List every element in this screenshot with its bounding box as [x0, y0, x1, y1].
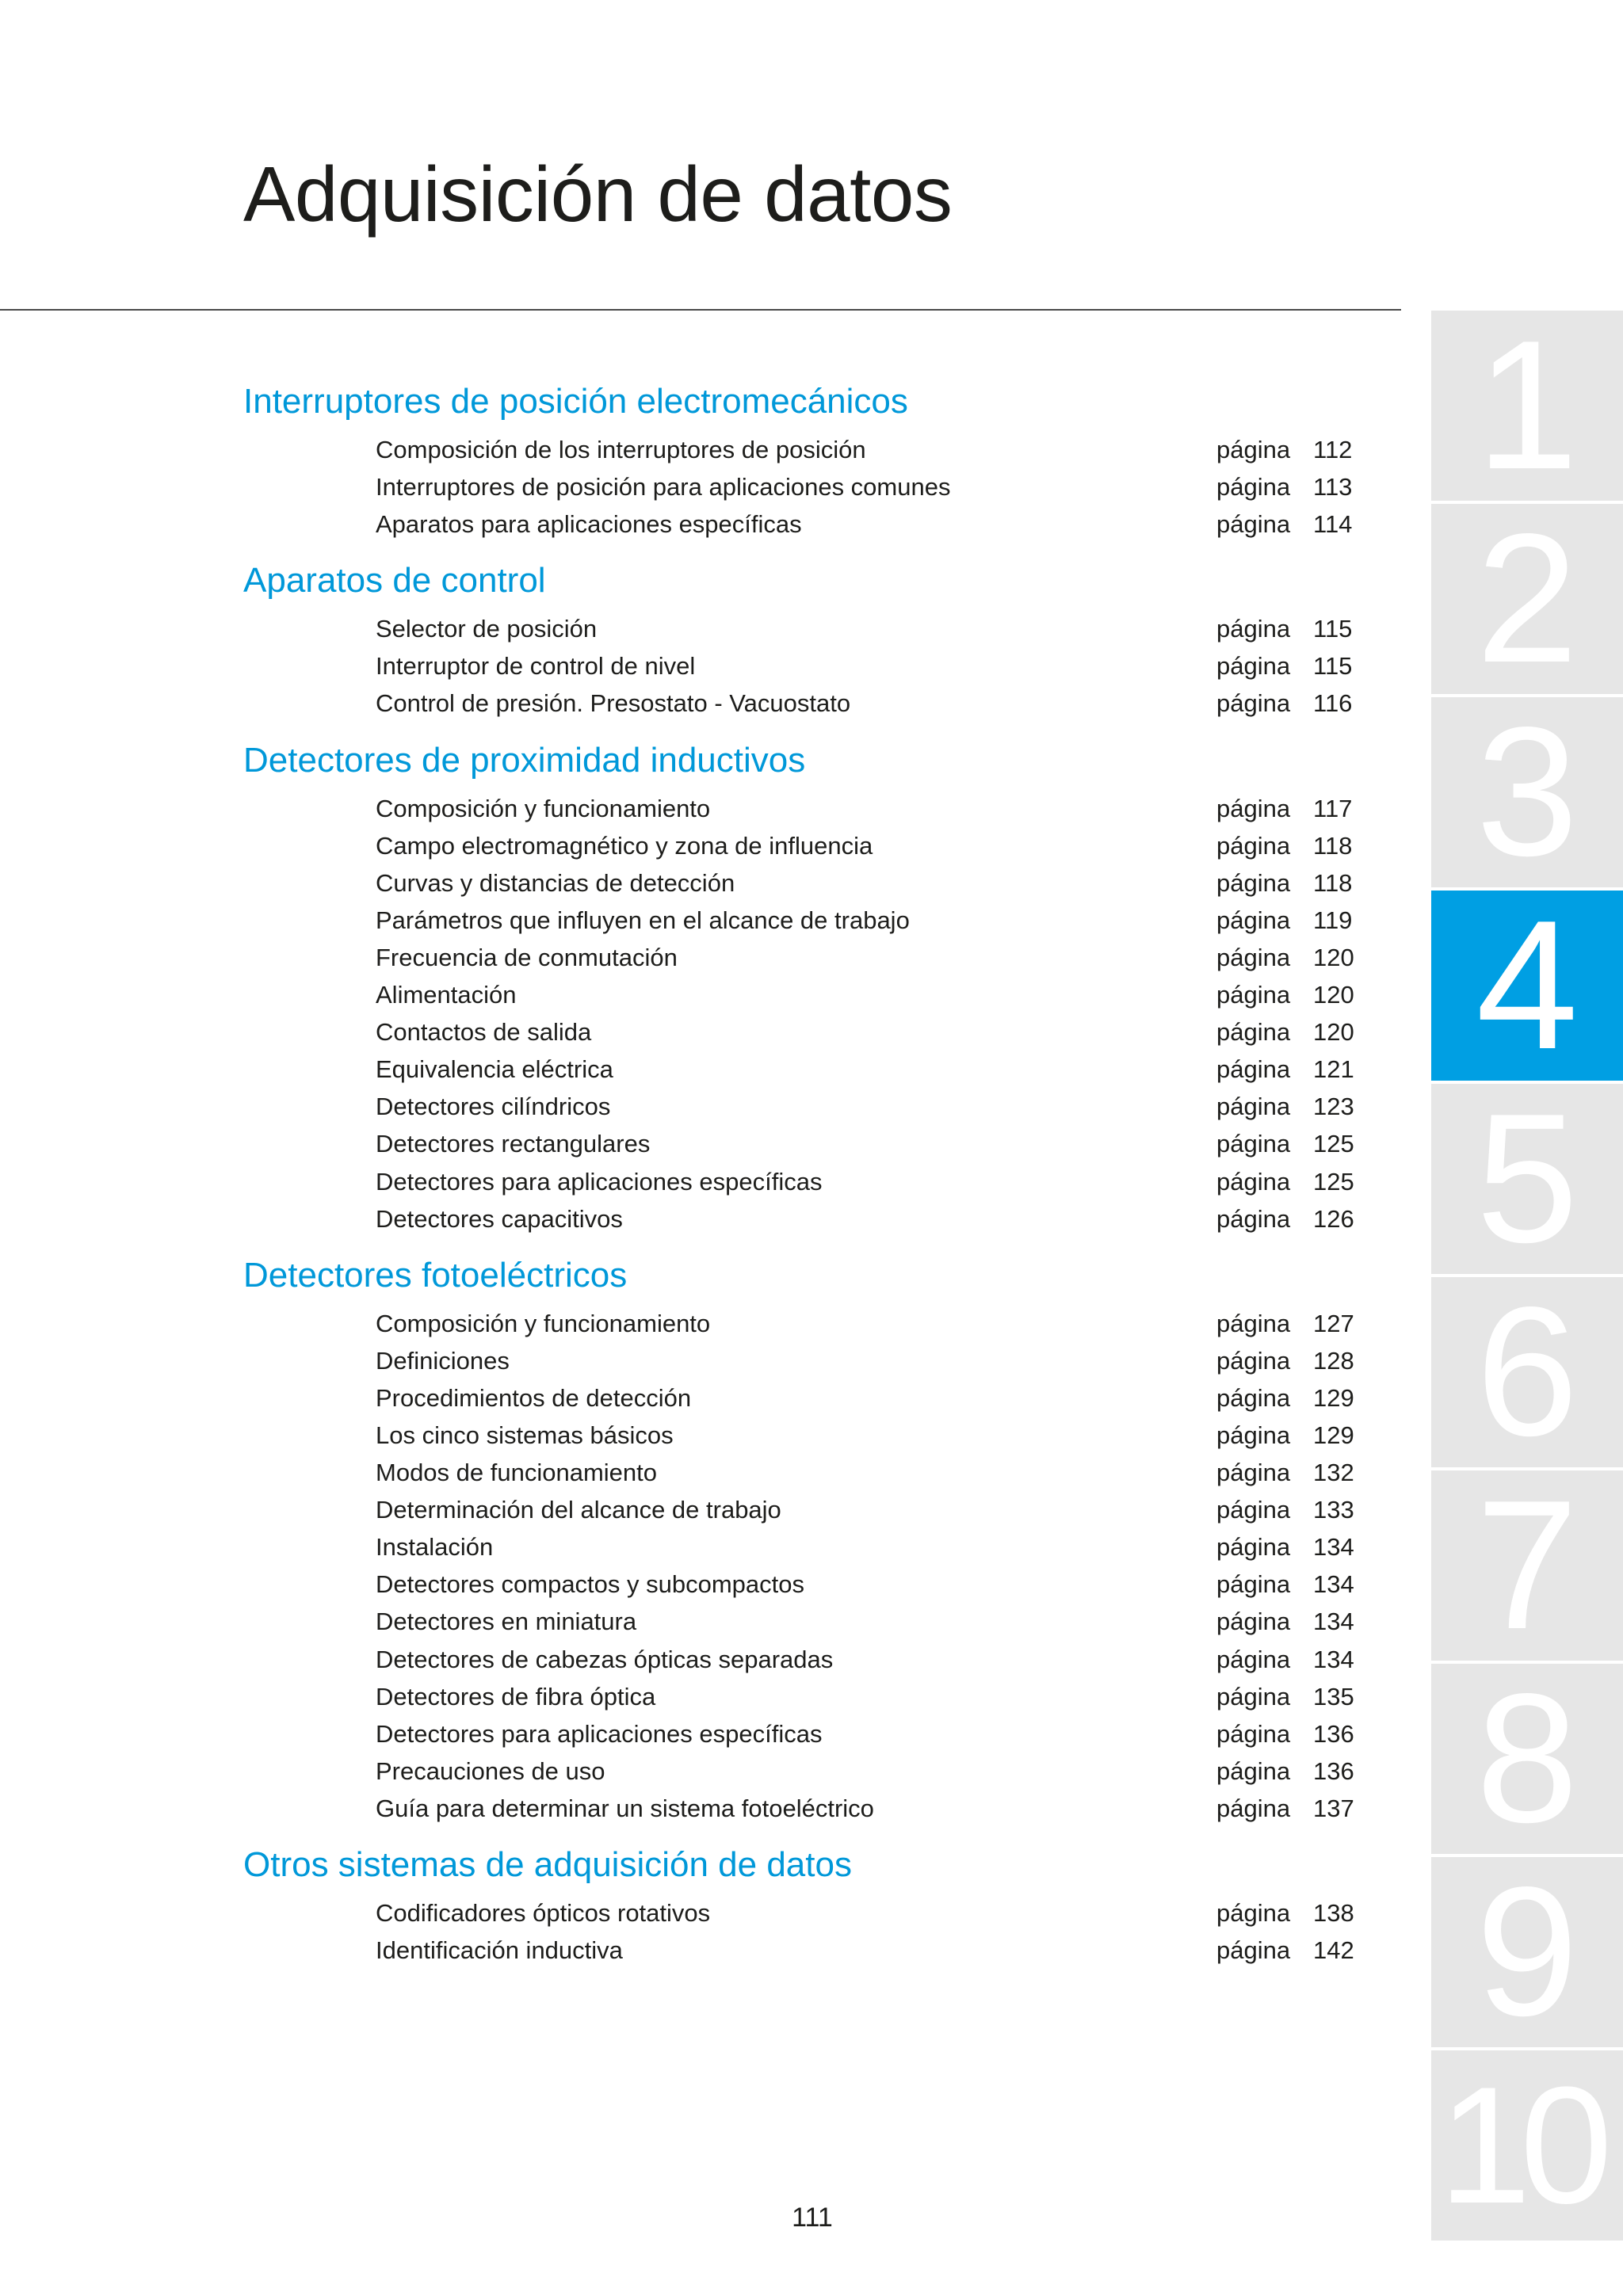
toc-entry-page-word: página: [1216, 1899, 1291, 1927]
toc-entry[interactable]: [243, 1491, 1369, 1528]
toc-entry[interactable]: [243, 1417, 1369, 1454]
toc-entry-page-word: página: [1216, 1682, 1291, 1711]
chapter-tab-10[interactable]: 10: [1431, 2050, 1623, 2241]
toc-entry-label: Equivalencia eléctrica: [376, 1055, 613, 1084]
toc-entry-label: Interruptores de posición para aplicaciones comunes: [376, 473, 951, 502]
toc-entry-page-word: página: [1216, 1204, 1291, 1233]
toc-entry-label: Guía para determinar un sistema fotoeléctrico: [376, 1794, 874, 1822]
toc-entry-page-number: 128: [1313, 1346, 1354, 1375]
toc-entry-page-word: página: [1216, 1719, 1291, 1748]
toc-entry-page-word: página: [1216, 868, 1291, 897]
toc-entry-label: Precauciones de uso: [376, 1756, 605, 1785]
toc-entry[interactable]: [243, 1200, 1369, 1238]
toc-entry-page-number: 120: [1313, 943, 1354, 971]
toc-entry-page-number: 137: [1313, 1794, 1354, 1822]
toc-entry-page-number: 112: [1313, 436, 1353, 463]
toc-entry-label: Definiciones: [376, 1346, 510, 1375]
toc-entry-label: Composición y funcionamiento: [376, 794, 711, 822]
section-heading[interactable]: Detectores fotoeléctricos: [243, 1255, 628, 1295]
toc-entry-page-number: 118: [1313, 831, 1353, 860]
toc-entry-label: Los cinco sistemas básicos: [376, 1421, 674, 1449]
toc-entry-page-word: página: [1216, 1346, 1291, 1375]
toc-entry-label: Procedimientos de detección: [376, 1383, 692, 1412]
toc-entry-page-word: página: [1216, 689, 1291, 718]
toc-entry-page-word: página: [1216, 1570, 1291, 1599]
toc-entry-page-number: 136: [1313, 1756, 1354, 1785]
toc-entry-label: Identificación inductiva: [376, 1936, 623, 1965]
toc-entry-page-number: 126: [1313, 1204, 1354, 1233]
chapter-tab-4[interactable]: 4: [1431, 891, 1623, 1081]
toc-entry-page-word: página: [1216, 1533, 1291, 1562]
toc-entry[interactable]: [243, 1753, 1369, 1790]
section-heading[interactable]: Otros sistemas de adquisición de datos: [243, 1845, 852, 1884]
chapter-tabs: [1431, 311, 1623, 2244]
toc-entry-label: Detectores de fibra óptica: [376, 1682, 656, 1711]
chapter-tab-3[interactable]: 3: [1431, 697, 1623, 887]
toc-entry-label: Detectores de cabezas ópticas separadas: [376, 1645, 834, 1673]
toc-entry-page-number: 113: [1313, 473, 1353, 502]
toc-entry-page-number: 134: [1313, 1608, 1354, 1636]
toc-entry-page-number: 117: [1313, 794, 1353, 822]
toc-entry-page-number: 118: [1313, 868, 1353, 897]
toc-entry[interactable]: [243, 1603, 1369, 1640]
toc-entry-page-number: 132: [1313, 1459, 1354, 1487]
toc-entry[interactable]: [243, 1013, 1369, 1051]
chapter-tab-6[interactable]: 6: [1431, 1277, 1623, 1467]
toc-entry-page-word: página: [1216, 1794, 1291, 1822]
toc-entry[interactable]: [243, 1305, 1369, 1342]
toc-entry-page-number: 135: [1313, 1682, 1354, 1711]
toc-entry-page-word: página: [1216, 1093, 1291, 1121]
page-number: 111: [792, 2203, 833, 2233]
toc-entry[interactable]: [243, 431, 1369, 468]
toc-entry-page-word: página: [1216, 1309, 1291, 1337]
toc-entry-page-number: 134: [1313, 1570, 1354, 1599]
toc-entry[interactable]: [243, 864, 1369, 902]
toc-entry-page-word: página: [1216, 1496, 1291, 1524]
toc-entry[interactable]: [243, 1379, 1369, 1417]
toc-entry-label: Detectores para aplicaciones específicas: [376, 1167, 823, 1196]
toc-entry-page-word: página: [1216, 510, 1291, 539]
toc-entry-page-word: página: [1216, 981, 1291, 1009]
toc-entry-page-number: 125: [1313, 1167, 1354, 1196]
toc-entry-page-word: página: [1216, 1130, 1291, 1158]
toc-entry-page-word: página: [1216, 1421, 1291, 1449]
toc-entry-page-word: página: [1216, 1608, 1291, 1636]
toc-entry-label: Curvas y distancias de detección: [376, 868, 735, 897]
table-of-contents: [243, 372, 1369, 1978]
chapter-tab-7[interactable]: 7: [1431, 1470, 1623, 1661]
toc-entry[interactable]: [243, 1163, 1369, 1200]
toc-entry-label: Determinación del alcance de trabajo: [376, 1496, 781, 1524]
toc-entry-page-number: 120: [1313, 1018, 1354, 1047]
toc-entry-page-number: 127: [1313, 1309, 1354, 1337]
toc-entry-page-number: 142: [1313, 1936, 1354, 1965]
toc-entry[interactable]: [243, 1566, 1369, 1603]
toc-entry[interactable]: [243, 1790, 1369, 1827]
toc-entry[interactable]: [243, 468, 1369, 505]
page-title: Adquisición de datos: [243, 151, 953, 238]
toc-entry-page-word: página: [1216, 794, 1291, 822]
toc-entry-page-word: página: [1216, 473, 1291, 502]
toc-entry-label: Selector de posición: [376, 615, 598, 643]
section-heading[interactable]: Interruptores de posición electromecánicos: [243, 382, 908, 421]
toc-entry[interactable]: [243, 1528, 1369, 1566]
toc-entry-page-number: 119: [1313, 906, 1353, 934]
toc-section: [243, 1836, 1369, 1969]
toc-section: [243, 1246, 1369, 1827]
toc-entry[interactable]: [243, 976, 1369, 1013]
toc-entry-label: Contactos de salida: [376, 1018, 592, 1047]
toc-entry-page-word: página: [1216, 615, 1291, 643]
toc-entry[interactable]: [243, 1678, 1369, 1715]
toc-entry-label: Alimentación: [376, 981, 517, 1009]
toc-entry-page-number: 133: [1313, 1496, 1354, 1524]
toc-section: [243, 551, 1369, 722]
toc-entry-page-number: 114: [1313, 510, 1353, 539]
chapter-tab-5[interactable]: 5: [1431, 1084, 1623, 1274]
toc-entry-page-number: 134: [1313, 1645, 1354, 1673]
toc-entry-label: Detectores para aplicaciones específicas: [376, 1719, 823, 1748]
toc-entry[interactable]: [243, 790, 1369, 827]
toc-entry-page-word: página: [1216, 1756, 1291, 1785]
chapter-tab-1[interactable]: 1: [1431, 311, 1623, 501]
toc-entry-label: Codificadores ópticos rotativos: [376, 1899, 711, 1927]
toc-entry-page-word: página: [1216, 436, 1291, 463]
toc-entry-page-number: 136: [1313, 1719, 1354, 1748]
toc-section: [243, 731, 1369, 1238]
toc-entry-label: Aparatos para aplicaciones específicas: [376, 510, 802, 539]
toc-entry-label: Modos de funcionamiento: [376, 1459, 658, 1487]
toc-section: [243, 372, 1369, 543]
toc-entry-label: Control de presión. Presostato - Vacuostato: [376, 689, 851, 718]
toc-entry-label: Composición de los interruptores de posición: [376, 436, 866, 463]
toc-entry-page-number: 115: [1313, 615, 1353, 643]
toc-entry-page-number: 116: [1313, 689, 1353, 718]
toc-entry-page-number: 138: [1313, 1899, 1354, 1927]
toc-entry[interactable]: [243, 1715, 1369, 1753]
toc-entry[interactable]: [243, 1454, 1369, 1491]
toc-entry-page-number: 129: [1313, 1383, 1354, 1412]
toc-entry[interactable]: [243, 1932, 1369, 1969]
toc-entry-page-word: página: [1216, 906, 1291, 934]
toc-entry-page-word: página: [1216, 1167, 1291, 1196]
toc-entry-page-number: 125: [1313, 1130, 1354, 1158]
chapter-tab-9[interactable]: 9: [1431, 1857, 1623, 2047]
toc-entry-page-number: 134: [1313, 1533, 1354, 1562]
section-heading[interactable]: Aparatos de control: [243, 561, 546, 601]
toc-entry-page-word: página: [1216, 1936, 1291, 1965]
toc-entry[interactable]: [243, 1088, 1369, 1125]
toc-entry[interactable]: [243, 902, 1369, 939]
toc-entry[interactable]: [243, 1051, 1369, 1088]
toc-entry-page-word: página: [1216, 831, 1291, 860]
toc-entry-label: Detectores cilíndricos: [376, 1093, 611, 1121]
toc-entry-page-number: 129: [1313, 1421, 1354, 1449]
title-divider: [0, 309, 1401, 311]
toc-entry-page-word: página: [1216, 1459, 1291, 1487]
toc-entry-label: Detectores rectangulares: [376, 1130, 651, 1158]
toc-entry[interactable]: [243, 685, 1369, 722]
toc-entry-label: Instalación: [376, 1533, 494, 1562]
toc-entry[interactable]: [243, 1125, 1369, 1162]
toc-entry[interactable]: [243, 1641, 1369, 1678]
toc-entry-page-word: página: [1216, 652, 1291, 681]
toc-entry[interactable]: [243, 505, 1369, 543]
toc-entry-page-number: 121: [1313, 1055, 1354, 1084]
toc-entry-page-number: 123: [1313, 1093, 1354, 1121]
toc-entry[interactable]: [243, 1894, 1369, 1932]
toc-entry-page-word: página: [1216, 1055, 1291, 1084]
toc-entry-label: Interruptor de control de nivel: [376, 652, 696, 681]
toc-entry-label: Detectores compactos y subcompactos: [376, 1570, 805, 1599]
toc-entry[interactable]: [243, 647, 1369, 685]
chapter-tab-2[interactable]: 2: [1431, 504, 1623, 694]
toc-entry[interactable]: [243, 827, 1369, 864]
toc-entry-page-word: página: [1216, 1645, 1291, 1673]
toc-entry-page-number: 115: [1313, 652, 1353, 681]
toc-entry-label: Detectores en miniatura: [376, 1608, 637, 1636]
section-heading[interactable]: Detectores de proximidad inductivos: [243, 740, 806, 780]
toc-entry-page-number: 120: [1313, 981, 1354, 1009]
toc-entry-label: Composición y funcionamiento: [376, 1309, 711, 1337]
toc-entry[interactable]: [243, 939, 1369, 976]
toc-entry-label: Frecuencia de conmutación: [376, 943, 678, 971]
toc-entry[interactable]: [243, 610, 1369, 647]
chapter-tab-8[interactable]: 8: [1431, 1664, 1623, 1854]
toc-entry-page-word: página: [1216, 1018, 1291, 1047]
toc-entry[interactable]: [243, 1342, 1369, 1379]
toc-entry-label: Campo electromagnético y zona de influencia: [376, 831, 873, 860]
toc-entry-label: Detectores capacitivos: [376, 1204, 623, 1233]
toc-entry-page-word: página: [1216, 1383, 1291, 1412]
toc-entry-label: Parámetros que influyen en el alcance de trabajo: [376, 906, 910, 934]
toc-entry-page-word: página: [1216, 943, 1291, 971]
